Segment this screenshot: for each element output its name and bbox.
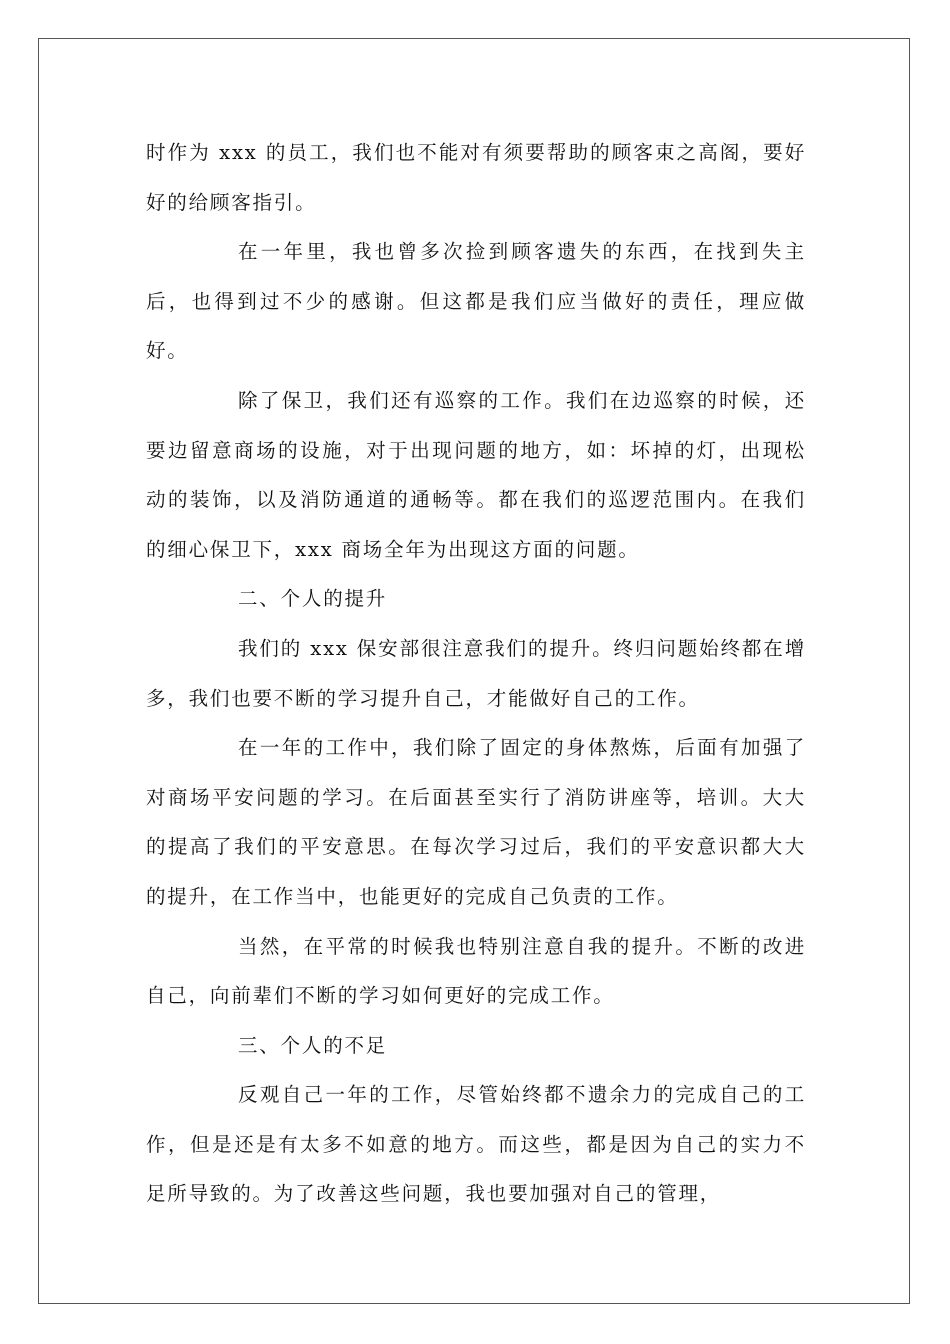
paragraph: 在一年里，我也曾多次捡到顾客遗失的东西，在找到失主后，也得到过不少的感谢。但这都是我们应当做好的责任，理应做好。: [146, 240, 806, 363]
section-heading: 二、个人的提升: [238, 587, 388, 611]
paragraph: 反观自己一年的工作，尽管始终都不遗余力的完成自己的工作，但是还是有太多不如意的地方。而这些，都是因为自己的实力不足所导致的。为了改善这些问题，我也要加强对自己的管理，: [146, 1083, 806, 1206]
paragraph: 我们的 xxx 保安部很注意我们的提升。终归问题始终都在增多，我们也要不断的学习提升自己，才能做好自己的工作。: [146, 636, 806, 710]
paragraph: 时作为 xxx 的员工，我们也不能对有须要帮助的顾客束之高阁，要好好的给顾客指引。: [146, 141, 806, 214]
paragraph: 当然，在平常的时候我也特别注意自我的提升。不断的改进自己，向前辈们不断的学习如何更好的完成工作。: [146, 934, 806, 1008]
section-heading: 三、个人的不足: [238, 1033, 388, 1057]
paragraph: 在一年的工作中，我们除了固定的身体熬炼，后面有加强了对商场平安问题的学习。在后面甚至实行了消防讲座等，培训。大大的提高了我们的平安意思。在每次学习过后，我们的平安意识都大大的提升，在工作当中，也能更好的完成自己负责的工作。: [146, 736, 806, 908]
paragraph: 除了保卫，我们还有巡察的工作。我们在边巡察的时候，还要边留意商场的设施，对于出现问题的地方，如：坏掉的灯，出现松动的装饰，以及消防通道的通畅等。都在我们的巡逻范围内。在我们的细心保卫下，xxx 商场全年为出现这方面的问题。: [146, 388, 806, 561]
document-body: [146, 128, 806, 1219]
